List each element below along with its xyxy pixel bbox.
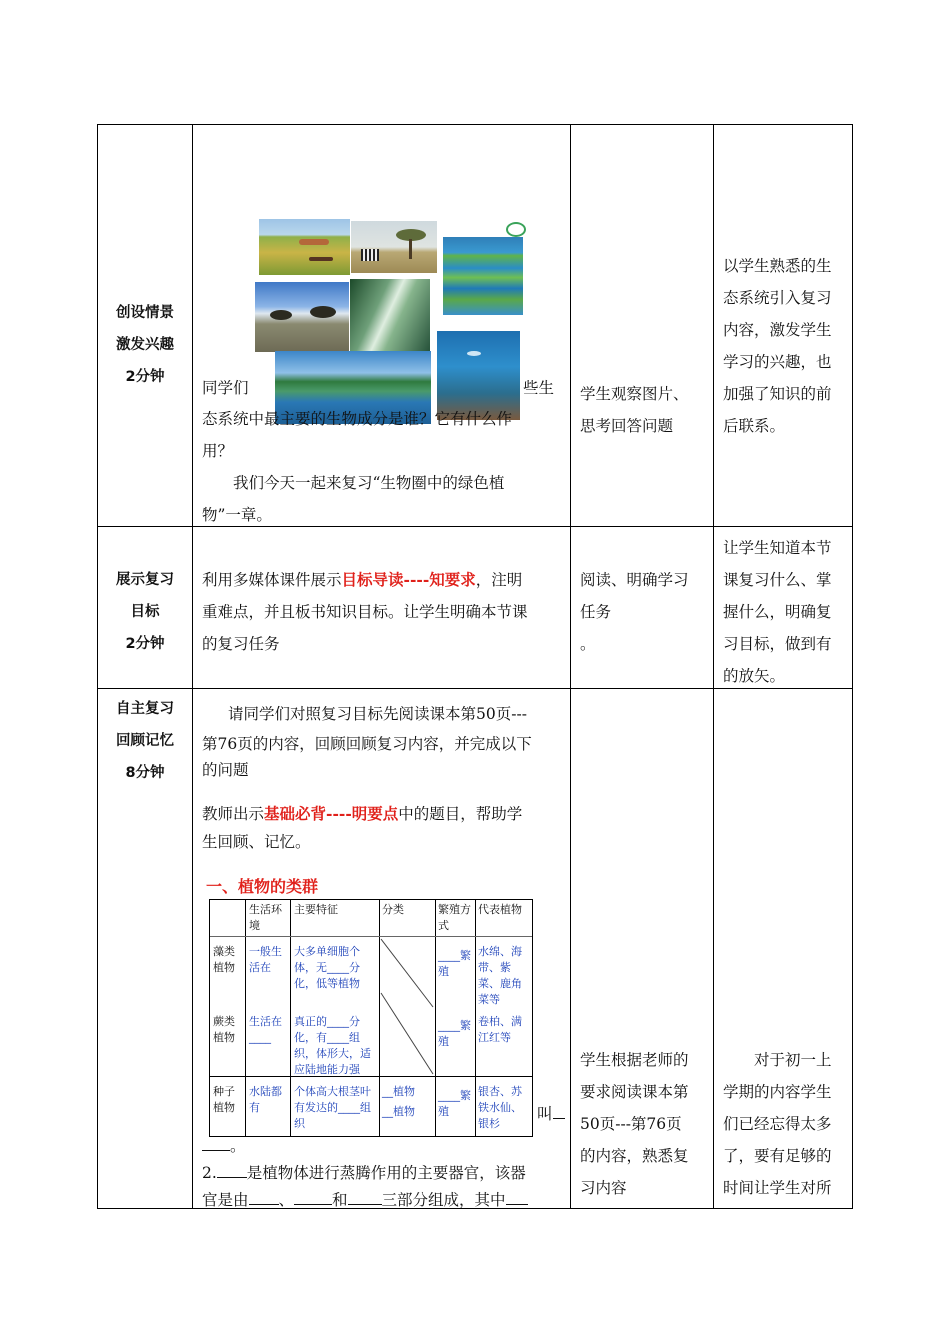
row1-student-cell (580, 378, 689, 442)
student-line: 要求阅读课本第 (580, 1083, 689, 1101)
row3-student-cell (580, 1044, 689, 1204)
purpose-line: 们已经忘得太多 (723, 1115, 832, 1133)
blank (348, 1189, 382, 1206)
row1-teacher-line1-end: 些生 (523, 379, 555, 397)
fern-repro: ____繁殖 (438, 1019, 471, 1048)
seed-examples: 银杏、苏铁水仙、银杉 (478, 1085, 522, 1130)
wetland-aerial-photo (443, 237, 523, 315)
grassland-photo (259, 219, 350, 275)
blank (553, 1103, 565, 1120)
student-line: 学生观察图片、 (580, 385, 689, 403)
blank (249, 1189, 279, 1206)
purpose-line: 让学生知道本节 (723, 539, 832, 557)
stage-line: 目标 (130, 604, 160, 620)
purpose-line: 的放矢。 (723, 667, 786, 685)
q2-line2 (202, 1184, 528, 1216)
purpose-line: 时间让学生对所 (723, 1179, 832, 1197)
student-line: 。 (580, 635, 596, 653)
stage-line: 回顾记忆 (116, 733, 174, 749)
row1-teacher-line3: 用？ (202, 442, 234, 460)
student-line: 的内容，熟悉复 (580, 1147, 689, 1165)
row3-teacher-p3: 的问题 (202, 761, 249, 779)
fern-examples: 卷柏、满江红等 (478, 1015, 522, 1044)
emphasis-basic-points: 基础必背----明要点 (264, 804, 399, 823)
plant-groups-table (209, 899, 533, 1137)
emphasis-goal-reading: 目标导读----知要求 (341, 570, 476, 589)
purpose-line: 对于初一上 (754, 1051, 832, 1069)
text-run: 教师出示 (202, 805, 265, 823)
row1-teacher-line5: 物”一章。 (202, 506, 272, 524)
algae-repro: ____繁殖 (438, 949, 471, 978)
purpose-line: 握什么，明确复 (723, 603, 832, 621)
purpose-line: 学期的内容学生 (723, 1083, 832, 1101)
algae-examples: 水绵、海带、紫菜、鹿角菜等 (478, 945, 522, 1006)
seed-repro: ____繁殖 (438, 1089, 471, 1118)
text-run: 中的题目，帮助学 (398, 805, 523, 823)
forest-sunbeam-photo (350, 279, 430, 351)
table-border-left (97, 124, 98, 1209)
purpose-line: 内容，激发学生 (723, 321, 832, 339)
stage-line: 2分钟 (125, 369, 165, 385)
african-savanna-photo (255, 282, 349, 352)
row1-purpose-cell (723, 250, 832, 442)
logo-mark (506, 222, 526, 237)
classification-diagonal (379, 937, 435, 1076)
blank (202, 1135, 230, 1152)
algae-env: 一般生活在 (249, 945, 282, 974)
table-col-divider-3 (713, 124, 714, 1209)
purpose-line: 习目标，做到有 (723, 635, 832, 653)
blank (294, 1189, 332, 1206)
row2-teacher-line3: 的复习任务 (202, 635, 280, 653)
row1-teacher-line4: 我们今天一起来复习“生物圈中的绿色植 (233, 474, 505, 492)
row3-teacher-p2: 第76页的内容，回顾回顾复习内容，并完成以下 (202, 735, 532, 753)
row-name-algae: 藻类植物 (213, 945, 235, 974)
text-run: 、 (278, 1191, 295, 1209)
stage-cell-2 (98, 564, 192, 660)
row3-teacher-p5: 生回顾、记忆。 (202, 833, 311, 851)
text-run: 。 (230, 1137, 246, 1155)
purpose-line: 以学生熟悉的生 (723, 257, 832, 275)
fern-env: 生活在____ (249, 1015, 282, 1044)
text-run: 和 (332, 1191, 348, 1209)
stage-cell-1 (98, 297, 192, 393)
row2-teacher-line1 (202, 564, 522, 596)
stage-line: 创设情景 (116, 305, 174, 321)
header-feature: 主要特征 (294, 903, 338, 916)
header-examples: 代表植物 (478, 903, 522, 916)
student-line: 习内容 (580, 1179, 627, 1197)
row-name-seed: 种子植物 (213, 1085, 235, 1114)
header-repro: 繁殖方式 (438, 903, 471, 932)
row2-purpose-cell (723, 532, 832, 692)
text-run: 叫 (537, 1105, 553, 1123)
purpose-line: 了，要有足够的 (723, 1147, 832, 1165)
header-env: 生活环境 (249, 903, 282, 932)
stage-line: 自主复习 (116, 701, 174, 717)
stage-line: 激发兴趣 (116, 337, 174, 353)
text-run: 三部分组成，其中 (381, 1191, 506, 1209)
row1-teacher-line1-start: 同学们 (202, 379, 249, 397)
purpose-line: 课复习什么、掌 (723, 571, 832, 589)
text-run: ，注明 (475, 571, 523, 589)
stage-cell-3 (98, 693, 192, 789)
purpose-line: 学习的兴趣，也 (723, 353, 832, 371)
table-border-right (852, 124, 853, 1209)
student-line: 思考回答问题 (580, 417, 674, 435)
seed-class-2: __植物 (382, 1105, 415, 1118)
q1-tail (537, 1098, 565, 1130)
text-run: 利用多媒体课件展示 (202, 571, 342, 589)
row3-teacher-p1: 请同学们对照复习目标先阅读课本第50页--- (228, 705, 527, 723)
purpose-line: 态系统引入复习 (723, 289, 832, 307)
student-line: 阅读、明确学习 (580, 571, 689, 589)
table-col-divider-2 (570, 124, 571, 1209)
row2-teacher-line2: 重难点，并且板书知识目标。让学生明确本节课 (202, 603, 528, 621)
student-line: 50页---第76页 (580, 1115, 682, 1133)
purpose-line: 加强了知识的前 (723, 385, 832, 403)
stage-line: 2分钟 (125, 636, 165, 652)
text-run: 是植物体进行蒸腾作用的主要器官，该器 (246, 1164, 526, 1182)
blank (506, 1189, 528, 1206)
seed-feature: 个体高大根茎叶有发达的____组织 (294, 1085, 371, 1130)
text-run: 2. (202, 1164, 217, 1182)
table-col-divider-1 (192, 124, 193, 1209)
section-title-plant-groups: 一、植物的类群 (206, 877, 319, 896)
row1-teacher-line2: 态系统中最主要的生物成分是谁？它有什么作 (202, 410, 513, 428)
student-line: 任务 (580, 603, 612, 621)
stage-line: 展示复习 (116, 572, 174, 588)
algae-feature: 大多单细胞个体，无____分化，低等植物 (294, 945, 360, 990)
seed-class-1: __植物 (382, 1085, 415, 1098)
text-run: 官是由 (202, 1191, 249, 1209)
row2-student-cell (580, 564, 689, 660)
header-class: 分类 (382, 903, 404, 916)
row-name-fern: 蕨类植物 (213, 1015, 235, 1044)
seed-env: 水陆都有 (249, 1085, 282, 1114)
student-line: 学生根据老师的 (580, 1051, 689, 1069)
purpose-line: 后联系。 (723, 417, 786, 435)
row3-purpose-cell (723, 1044, 832, 1204)
stage-line: 8分钟 (125, 765, 165, 781)
fern-feature: 真正的____分化，有____组织，体形大，适应陆地能力强 (294, 1015, 371, 1076)
blank (217, 1162, 247, 1179)
table-border-top (97, 124, 853, 125)
savanna-zebra-photo (351, 221, 437, 273)
